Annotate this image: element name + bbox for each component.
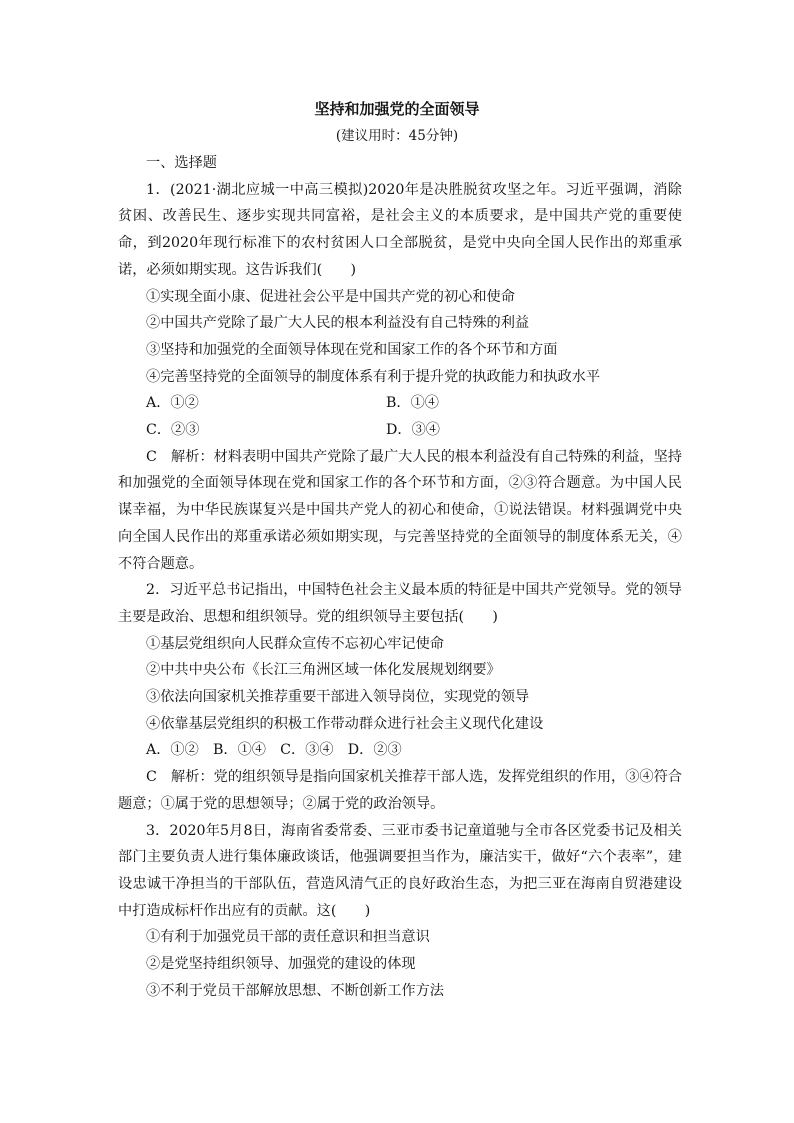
question-1-analysis: C 解析：材料表明中国共产党除了最广大人民的根本利益没有自己特殊的利益，坚持和加强党的全面领导体现在党和国家工作的各个环节和方面，②③符合题意。为中国人民谋幸福，为中华民族谋复兴是中国共产党人的初心和使命，①说法错误。材料强调党中央向全国人民作出的郑重承诺必须如期实现，与完善坚持党的全面领导的制度体系无关，④不符合题意。 (118, 448, 682, 572)
question-1-stem: 1．(2021·湖北应城一中高三模拟)2020年是决胜脱贫攻坚之年。习近平强调，消除贫困、改善民生、逐步实现共同富裕，是社会主义的本质要求，是中国共产党的重要使命，到2020年现行标准下的农村贫困人口全部脱贫，是党中央向全国人民作出的郑重承诺，必须如期实现。这告诉我们( ) (118, 181, 682, 278)
question-1-statement-1: ①实现全面小康、促进社会公平是中国共产党的初心和使命 (146, 288, 515, 305)
option-d: D．③④ (386, 422, 440, 439)
question-1-statement-3: ③坚持和加强党的全面领导体现在党和国家工作的各个环节和方面 (146, 341, 558, 358)
question-3-statement-3: ③不利于党员干部解放思想、不断创新工作方法 (146, 982, 444, 999)
document-body (118, 150, 682, 1005)
question-1-options-row-2 (118, 417, 682, 444)
question-2-options: A．①② B．①④ C．③④ D．②③ (146, 742, 402, 759)
option-c: C．②③ (146, 422, 200, 439)
question-2-analysis: C 解析：党的组织领导是指向国家机关推荐干部人选，发挥党组织的作用，③④符合题意；①属于党的思想领导；②属于党的政治领导。 (118, 769, 682, 812)
question-3-statement-1: ①有利于加强党员干部的责任意识和担当意识 (146, 929, 430, 946)
option-a: A．①② (146, 395, 199, 412)
question-1-statement-4: ④完善坚持党的全面领导的制度体系有利于提升党的执政能力和执政水平 (146, 368, 601, 385)
question-3-statement-2: ②是党坚持组织领导、加强党的建设的体现 (146, 956, 416, 973)
suggested-time: (建议用时：45分钟) (335, 128, 459, 144)
question-3-stem: 3．2020年5月8日，海南省委常委、三亚市委书记童道驰与全市各区党委书记及相关部门主要负责人进行集体廉政谈话，他强调要担当作为，廉洁实干，做好“六个表率”，建设忠诚干净担当的干部队伍，营造风清气正的良好政治生态，为把三亚在海南自贸港建设中打造成标杆作出应有的贡献。这( ) (118, 822, 682, 919)
question-1-options-row-1 (118, 390, 682, 417)
section-heading: 一、选择题 (146, 155, 217, 171)
question-2-statement-1: ①基层党组织向人民群众宣传不忘初心牢记使命 (146, 635, 444, 652)
question-2-stem: 2．习近平总书记指出，中国特色社会主义最本质的特征是中国共产党领导。党的领导主要是政治、思想和组织领导。党的组织领导主要包括( ) (118, 582, 682, 625)
page-title: 坚持和加强党的全面领导 (314, 100, 480, 118)
question-1-statement-2: ②中国共产党除了最广大人民的根本利益没有自己特殊的利益 (146, 315, 530, 332)
question-2-statement-2: ②中共中央公布《长江三角洲区域一体化发展规划纲要》 (146, 662, 501, 679)
option-b: B．①④ (386, 395, 439, 412)
question-2-statement-3: ③依法向国家机关推荐重要干部进入领导岗位，实现党的领导 (146, 689, 530, 706)
question-2-statement-4: ④依靠基层党组织的积极工作带动群众进行社会主义现代化建设 (146, 715, 544, 732)
